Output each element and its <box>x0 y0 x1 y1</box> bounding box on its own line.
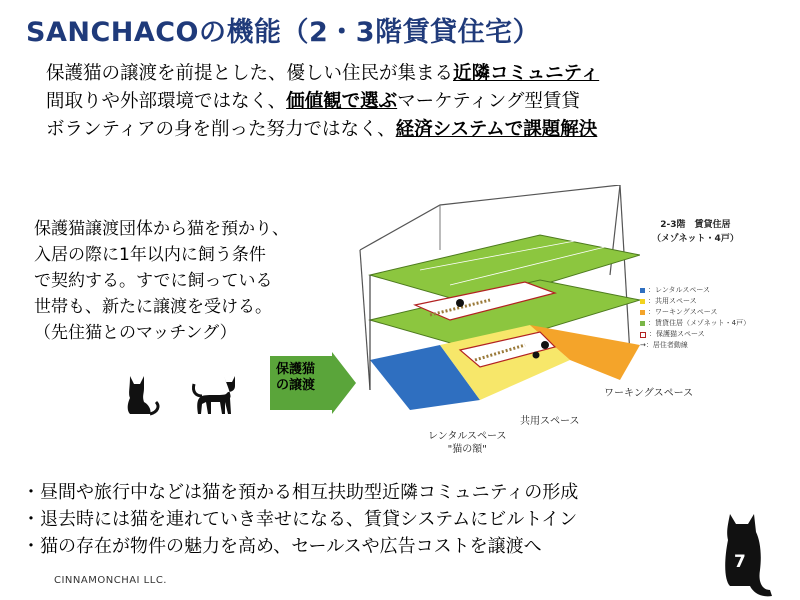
page-title: SANCHACOの機能（2・3階賃貸住宅） <box>26 17 541 48</box>
building-diagram <box>340 185 640 445</box>
walking-cat-icon <box>188 372 240 416</box>
intro-highlight-2: 価値観で選ぶ <box>286 91 398 112</box>
legend-item: ：賃貸住居（メゾネット・4戸） <box>640 318 750 329</box>
intro-line-2: 間取りや外部環境ではなく、価値観で選ぶマーケティング型賃貸 <box>46 91 580 112</box>
contract-description: 保護猫譲渡団体から猫を預かり、 入居の際に1年以内に飼う条件 で契約する。すでに飼っている 世帯も、新たに譲渡を受ける。 （先住猫とのマッチング） <box>34 219 289 343</box>
intro-highlight-3: 経済システムで課題解決 <box>395 119 598 140</box>
intro-line-1: 保護猫の譲渡を前提とした、優しい住民が集まる近隣コミュニティ <box>46 63 600 84</box>
label-working-space: ワーキングスペース <box>604 388 694 399</box>
diagram-legend <box>640 285 750 351</box>
list-item: ・昼間や旅行中などは猫を預かる相互扶助型近隣コミュニティの形成 <box>22 482 579 503</box>
list-item: ・退去時には猫を連れていき幸せになる、賃貸システムにビルトイン <box>22 509 578 530</box>
legend-item: ：ワーキングスペース <box>640 307 750 318</box>
company-footer: CINNAMONCHAI LLC. <box>54 575 167 586</box>
legend-item: →：居住者動線 <box>640 341 688 349</box>
intro-highlight-1: 近隣コミュニティ <box>453 63 600 84</box>
legend-item: ：共用スペース <box>640 296 750 307</box>
label-shared-space: 共用スペース <box>520 416 580 427</box>
intro-block <box>46 60 746 144</box>
floor-label: 2-3階 賃貸住居 （メゾネット・4戸） <box>652 220 739 244</box>
page-number: 7 <box>734 552 746 572</box>
sitting-cat-icon <box>122 372 164 416</box>
arrow-label: 保護猫 の譲渡 <box>276 362 316 393</box>
bullet-list <box>22 479 578 560</box>
intro-line-3: ボランティアの身を削った努力ではなく、経済システムで課題解決 <box>46 119 598 140</box>
legend-item: ：保護猫スペース <box>640 329 750 340</box>
legend-item: ：レンタルスペース <box>640 285 750 296</box>
page-cat-icon <box>718 510 774 600</box>
list-item: ・猫の存在が物件の魅力を高め、セールスや広告コストを譲渡へ <box>22 536 542 557</box>
label-rental-space: レンタルスペース "猫の額" <box>428 431 507 455</box>
